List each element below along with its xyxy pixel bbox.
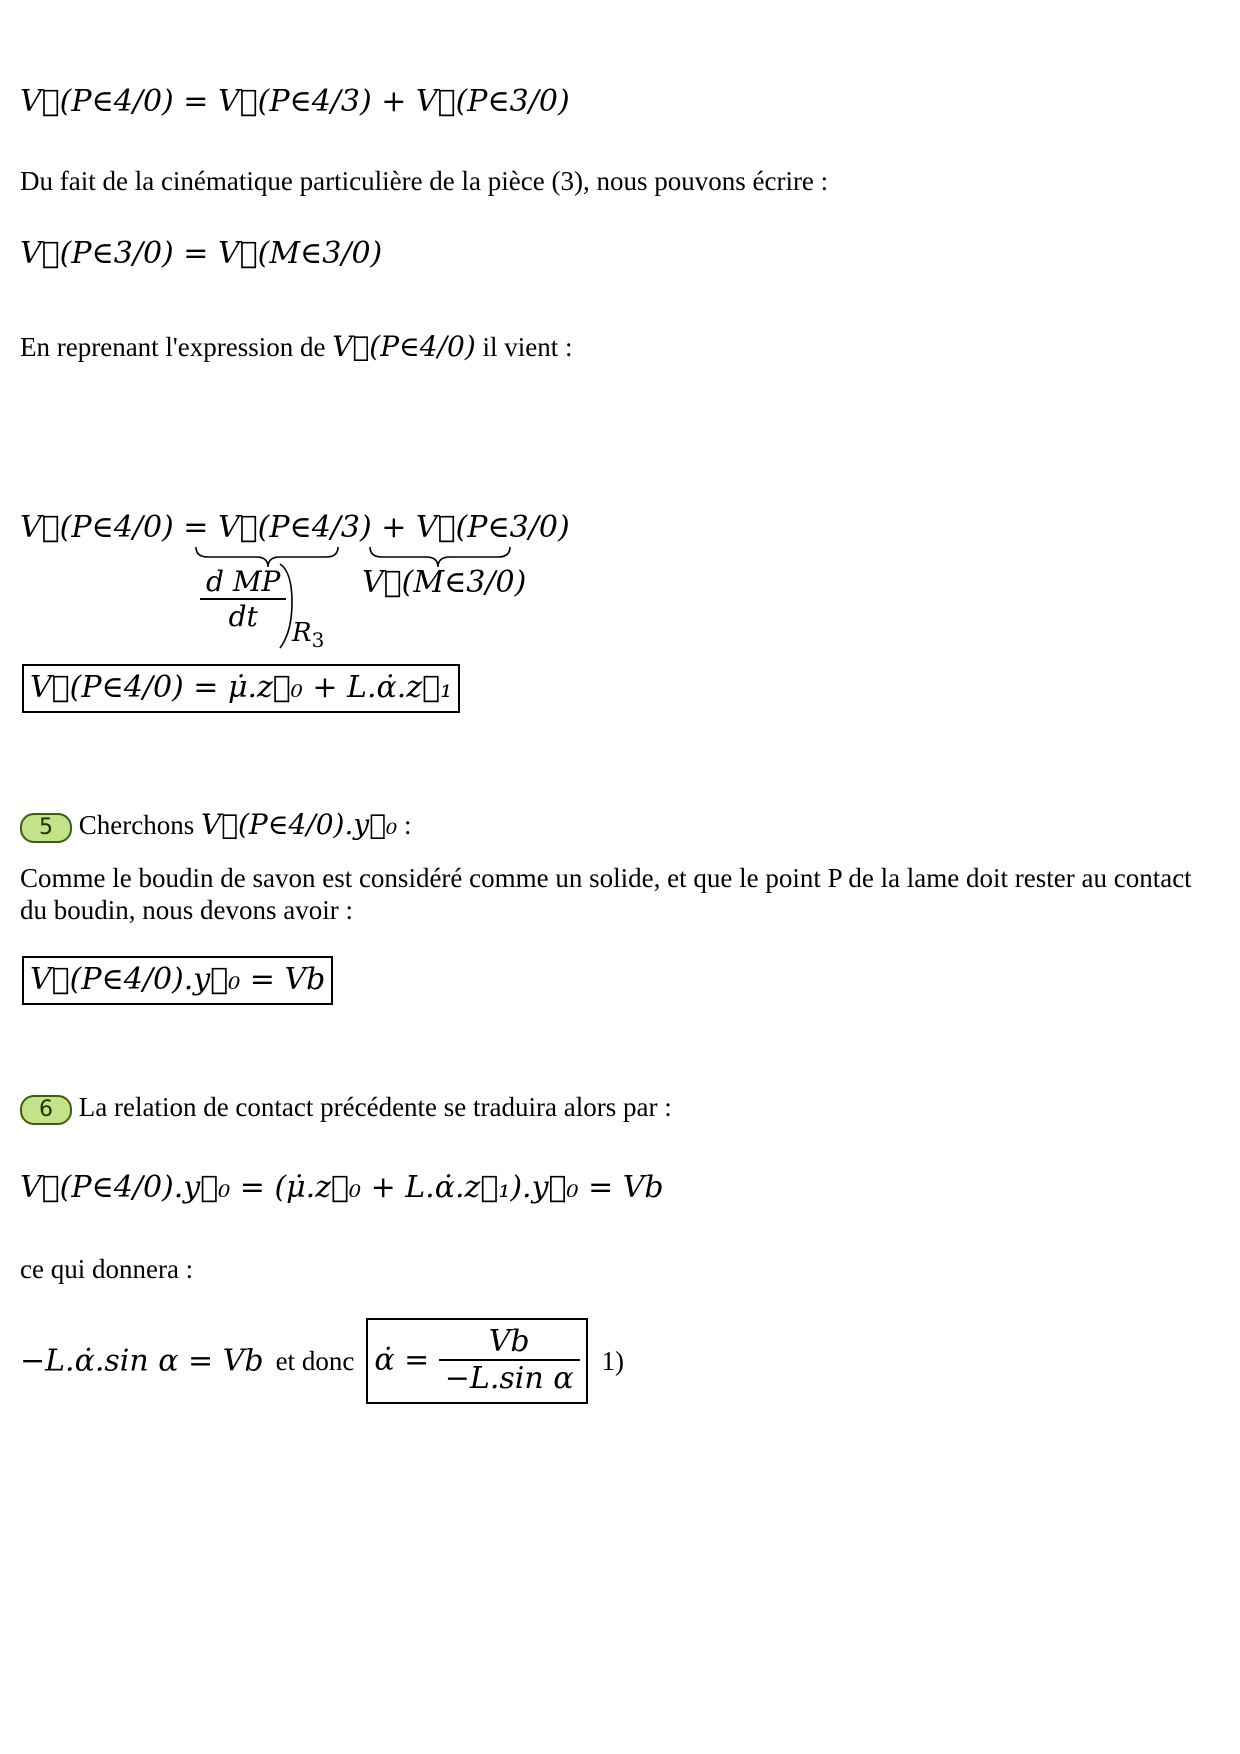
boxed-result-velocity: V⃗(P∈4/0) = μ̇.z⃗₀ + L.α̇.z⃗₁	[22, 664, 460, 713]
frame-subscript: $R_3$	[292, 618, 325, 653]
final-conjunction: et donc	[275, 1345, 355, 1376]
equation-p30: V⃗(P∈3/0) = V⃗(M∈3/0)	[20, 236, 383, 271]
paragraph-cinematique: Du fait de la cinématique particulière de la pièce (3), nous pouvons écrire :	[20, 166, 829, 196]
equation-contact: V⃗(P∈4/0).y⃗₀ = (μ̇.z⃗₀ + L.α̇.z⃗₁).y⃗₀ = Vb	[20, 1170, 664, 1205]
reprenant-before: En reprenant l'expression de	[20, 332, 326, 362]
boxed-alpha-dot	[366, 1318, 587, 1404]
equation-composition: V⃗(P∈4/0) = V⃗(P∈4/3) + V⃗(P∈3/0)	[20, 84, 570, 119]
step-5-expression: V⃗(P∈4/0).y⃗₀	[200, 808, 398, 841]
derivative-fraction	[200, 565, 286, 633]
equation-reference: 1)	[601, 1345, 624, 1376]
paragraph-boudin: Comme le boudin de savon est considéré comme un solide, et que le point P de la lame doit rester au contact du boudin, nous devons avoir :	[20, 863, 1192, 925]
final-lhs: −L.α̇.sin α = Vb	[20, 1343, 264, 1379]
derivative-numerator: d MP	[200, 565, 286, 600]
alpha-dot-denominator: −L.sin α	[444, 1361, 574, 1396]
paragraph-donnera: ce qui donnera :	[20, 1254, 194, 1284]
step-badge-6: 6	[20, 1095, 72, 1125]
step-6-label: La relation de contact précédente se traduira alors par :	[78, 1092, 672, 1122]
step-6	[20, 1092, 672, 1125]
derivative-denominator: dt	[228, 600, 258, 633]
paragraph-reprenant	[20, 330, 573, 363]
step-5	[20, 808, 412, 843]
step-5-label: Cherchons	[78, 810, 195, 840]
inline-v40: V⃗(P∈4/0)	[332, 330, 476, 363]
equation-m30: V⃗(M∈3/0)	[362, 565, 527, 600]
reprenant-after: il vient :	[482, 332, 573, 362]
step-5-colon: :	[403, 810, 412, 840]
step-badge-5: 5	[20, 813, 72, 843]
derivation-lhs: V⃗(P∈4/0) = V⃗(P∈4/3) + V⃗(P∈3/0)	[20, 510, 570, 545]
final-equation	[20, 1318, 624, 1404]
alpha-dot-numerator: Vb	[439, 1324, 580, 1361]
boxed-contact-condition: V⃗(P∈4/0).y⃗₀ = Vb	[22, 956, 333, 1005]
alpha-dot-lhs: α̇ =	[374, 1342, 430, 1378]
